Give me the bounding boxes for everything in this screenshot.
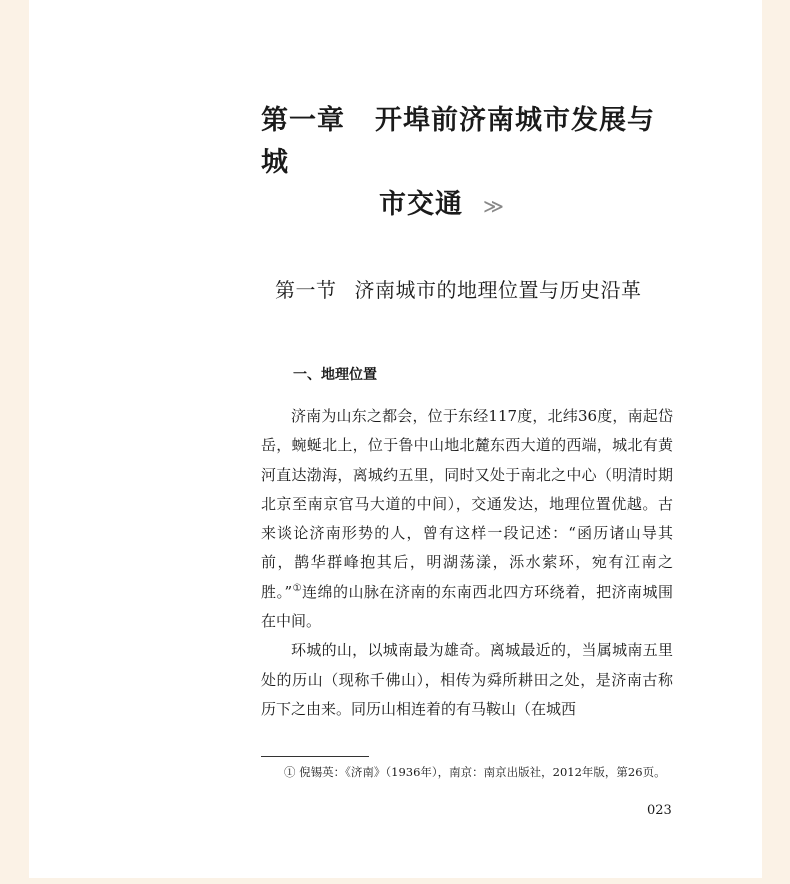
section-title <box>275 274 695 303</box>
paragraph-1-text: 济南为山东之都会，位于东经117度，北纬36度，南起岱岳，蜿蜒北上，位于鲁中山地北麓东西大道的西端，城北有黄河直达渤海，离城约五里，同时又处于南北之中心（明清时期北京至南京官马大道的中间），交通发达，地理位置优越。古来谈论济南形势的人，曾有这样一段记述：“函历诸山导其前，鹊华群峰抱其后，明湖荡漾，泺水萦环，宛有江南之胜。” <box>261 407 673 601</box>
double-arrow-icon: ≫ <box>483 193 505 218</box>
paragraph-1 <box>261 402 673 636</box>
section-title-text: 济南城市的地理位置与历史沿革 <box>354 278 642 302</box>
section-number: 第一节 <box>275 278 337 302</box>
footnote-marker[interactable]: ① <box>292 582 303 594</box>
chapter-number: 第一章 <box>261 105 345 136</box>
paragraph-2: 环城的山，以城南最为雄奇。离城最近的，当属城南五里处的历山（现称千佛山），相传为舜所耕田之处，是济南古称历下之由来。同历山相连着的有马鞍山（在城西 <box>261 641 673 718</box>
page-number: 023 <box>647 803 672 818</box>
paragraph-1-text-cont: 连绵的山脉在济南的东南西北四方环绕着，把济南城围在中间。 <box>261 582 673 631</box>
subsection-title: 一、地理位置 <box>293 367 377 383</box>
chapter-title-line1: 开埠前济南城市发展与城 <box>261 105 655 178</box>
book-page <box>29 0 762 878</box>
chapter-title-line2: 市交通 <box>379 189 463 220</box>
body-text <box>261 402 673 724</box>
footnote-divider <box>261 756 369 757</box>
footnote: ① 倪锡英：《济南》（1936年），南京：南京出版社，2012年版，第26页。 <box>284 765 666 779</box>
chapter-title <box>261 100 681 227</box>
